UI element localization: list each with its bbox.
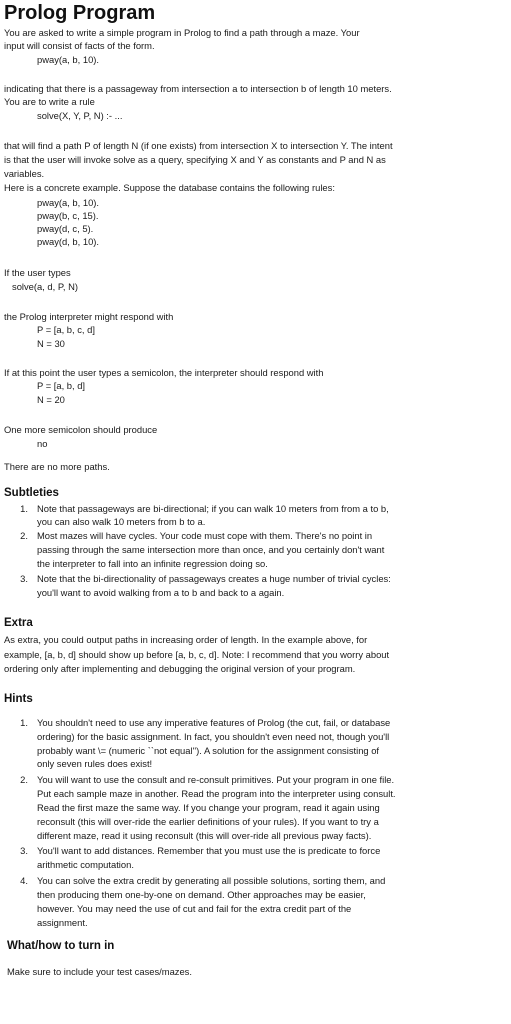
subtleties-heading: Subtleties bbox=[4, 487, 59, 499]
list-item-line: You will want to use the consult and re-consult primitives. Put your program in one file. bbox=[37, 774, 395, 785]
list-number: 3. bbox=[20, 573, 28, 584]
list-item-line: assignment. bbox=[37, 917, 88, 928]
list-item-line: reconsult (this will over-ride the earlier definitions of your rules). If you want to try a bbox=[37, 816, 379, 827]
list-item-line: however. You may need the use of cut and fail for the extra credit part of the bbox=[37, 903, 352, 914]
database-rule: pway(a, b, 10). bbox=[37, 197, 100, 208]
list-item-line: passing through the same intersection more than once, and you certainly don't want bbox=[37, 544, 385, 555]
list-item-line: Note that passageways are bi-directional; if you can walk 10 meters from from a to b, bbox=[37, 503, 389, 514]
list-number: 2. bbox=[20, 774, 28, 785]
list-item-line: Put each sample maze in another. Read the program into the interpreter using consult. bbox=[37, 788, 396, 799]
description-line: that will find a path P of length N (if one exists) from intersection X to intersection Y. The intent bbox=[4, 140, 393, 151]
one-more-text: One more semicolon should produce bbox=[4, 424, 158, 435]
extra-heading: Extra bbox=[4, 617, 33, 629]
list-number: 4. bbox=[20, 875, 28, 886]
query-example: solve(a, d, P, N) bbox=[12, 281, 78, 292]
database-rule: pway(d, c, 5). bbox=[37, 223, 94, 234]
database-rule: pway(b, c, 15). bbox=[37, 210, 99, 221]
list-number: 2. bbox=[20, 530, 28, 541]
turn-in-heading: What/how to turn in bbox=[7, 940, 115, 952]
if-user-types: If the user types bbox=[4, 267, 71, 278]
list-item-line: probably want \= (numeric ``not equal''). A solution for the assignment consisting of bbox=[37, 745, 380, 756]
might-respond-text: the Prolog interpreter might respond with bbox=[4, 311, 174, 322]
response-line: P = [a, b, c, d] bbox=[37, 324, 95, 335]
list-item-line: Read the first maze the same way. If you change your program, read it again using bbox=[37, 802, 380, 813]
fact-example: pway(a, b, 10). bbox=[37, 54, 100, 65]
no-answer: no bbox=[37, 438, 48, 449]
extra-line: example, [a, b, d] should show up before [a, b, c, d]. Note: I recommend that you worry about bbox=[4, 649, 390, 660]
intro-line: input will consist of facts of the form. bbox=[4, 40, 155, 51]
rule-example: solve(X, Y, P, N) :- ... bbox=[37, 110, 123, 121]
list-item-line: You'll want to add distances. Remember that you must use the is predicate to force bbox=[37, 845, 381, 856]
semicolon-text: If at this point the user types a semicolon, the interpreter should respond with bbox=[4, 367, 324, 378]
database-rule: pway(d, b, 10). bbox=[37, 236, 100, 247]
description-line: Here is a concrete example. Suppose the database contains the following rules: bbox=[4, 182, 335, 193]
indicating-line: indicating that there is a passageway from intersection a to intersection b of length 10 meters. bbox=[4, 83, 392, 94]
list-number: 1. bbox=[20, 717, 28, 728]
indicating-line: You are to write a rule bbox=[4, 96, 95, 107]
list-item-line: the interpreter to fall into an infinite regression doing so. bbox=[37, 558, 268, 569]
list-item-line: you can also walk 10 meters from b to a. bbox=[37, 516, 206, 527]
response-line: N = 30 bbox=[37, 338, 65, 349]
description-line: is that the user will invoke solve as a query, specifying X and Y as constants and P and N as bbox=[4, 154, 386, 165]
intro-line: You are asked to write a simple program in Prolog to find a path through a maze. Your bbox=[4, 27, 360, 38]
list-item-line: Note that the bi-directionality of passageways creates a huge number of trivial cycles: bbox=[37, 573, 391, 584]
list-item-line: you'll want to avoid walking from a to b and back to a again. bbox=[37, 587, 285, 598]
list-item-line: only seven rules does exist! bbox=[37, 758, 153, 769]
list-item-line: then producing them one-by-one on demand. Other approaches may be easier, bbox=[37, 889, 366, 900]
response-line: P = [a, b, d] bbox=[37, 380, 86, 391]
description-line: variables. bbox=[4, 168, 45, 179]
no-more-paths: There are no more paths. bbox=[4, 461, 110, 472]
page-title: Prolog Program bbox=[4, 2, 156, 24]
extra-line: As extra, you could output paths in increasing order of length. In the example above, for bbox=[4, 634, 368, 645]
list-item-line: different maze, read it using reconsult (this will over-ride all previous pway facts). bbox=[37, 830, 372, 841]
list-number: 3. bbox=[20, 845, 28, 856]
list-item-line: arithmetic computation. bbox=[37, 859, 134, 870]
list-number: 1. bbox=[20, 503, 28, 514]
list-item-line: Most mazes will have cycles. Your code must cope with them. There's no point in bbox=[37, 530, 373, 541]
turn-in-text: Make sure to include your test cases/mazes. bbox=[7, 966, 192, 977]
list-item-line: You shouldn't need to use any imperative features of Prolog (the cut, fail, or database bbox=[37, 717, 391, 728]
hints-heading: Hints bbox=[4, 693, 33, 705]
list-item-line: You can solve the extra credit by generating all possible solutions, sorting them, and bbox=[37, 875, 386, 886]
list-item-line: ordering) for the basic assignment. In fact, you shouldn't even need not, though you'll bbox=[37, 731, 390, 742]
response-line: N = 20 bbox=[37, 394, 65, 405]
extra-line: ordering only after implementing and debugging the original version of your program. bbox=[4, 663, 356, 674]
